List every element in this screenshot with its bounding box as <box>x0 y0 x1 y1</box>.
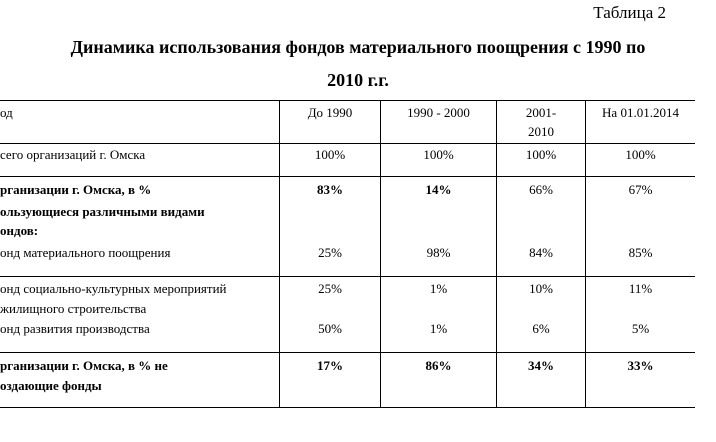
group-not-value: 33% <box>627 358 654 373</box>
group-using-value: 66% <box>529 182 553 197</box>
group-using-label: ользующиеся различными видами <box>0 204 205 219</box>
group-not-value: 34% <box>528 358 554 373</box>
group-using-value: 67% <box>628 182 653 197</box>
row-development-value: 50% <box>318 321 342 336</box>
group-not-label: рганизации г. Омска, в % не <box>0 358 168 373</box>
group-not-value: 86% <box>425 358 452 373</box>
table-caption: Таблица 2 <box>593 3 666 22</box>
row-social-label: онд социально-культурных мероприятий <box>0 281 227 296</box>
row-social-value: 25% <box>318 281 342 296</box>
table-border-top <box>0 100 695 101</box>
row-total-value: 100% <box>625 147 656 162</box>
row-total-value: 100% <box>525 147 557 162</box>
group-not-label: оздающие фонды <box>0 378 102 393</box>
table-row-divider <box>0 352 695 353</box>
row-social-value: 1% <box>429 281 448 296</box>
header-col1: До 1990 <box>307 105 353 120</box>
table-title-years: 2010 г.г. <box>327 70 389 90</box>
table-border-bottom <box>0 407 695 408</box>
row-material-label: онд материального поощрения <box>0 245 171 260</box>
row-social-value: 10% <box>529 281 553 296</box>
header-label: од <box>0 105 13 120</box>
row-material-value: 85% <box>628 245 653 260</box>
row-total-label: сего организаций г. Омска <box>0 147 146 162</box>
group-using-value: 83% <box>317 182 343 197</box>
header-col3-line2: 2010 <box>528 124 554 139</box>
group-using-value: 14% <box>425 182 452 197</box>
group-using-label: рганизации г. Омска, в % <box>0 182 152 197</box>
header-col3-line1: 2001- <box>525 105 557 120</box>
row-development-value: 1% <box>429 321 448 336</box>
group-using-label: ондов: <box>0 223 39 238</box>
table-row-divider <box>0 276 695 277</box>
row-social-value: 11% <box>628 281 653 296</box>
row-development-label: онд развития производства <box>0 321 150 336</box>
row-development-value: 6% <box>532 321 550 336</box>
header-col2: 1990 - 2000 <box>407 105 470 120</box>
group-not-value: 17% <box>317 358 343 373</box>
row-material-value: 98% <box>426 245 451 260</box>
table-row-divider <box>0 143 695 144</box>
row-material-value: 25% <box>318 245 342 260</box>
table-title: Динамика использования фондов материального поощрения с 1990 по <box>70 37 646 57</box>
row-development-value: 5% <box>631 321 650 336</box>
row-total-value: 100% <box>314 147 346 162</box>
table-row-divider <box>0 176 695 177</box>
header-col4: На 01.01.2014 <box>602 105 679 120</box>
row-material-value: 84% <box>529 245 553 260</box>
row-total-value: 100% <box>423 147 454 162</box>
row-social-label: жилищного строительства <box>0 301 147 316</box>
